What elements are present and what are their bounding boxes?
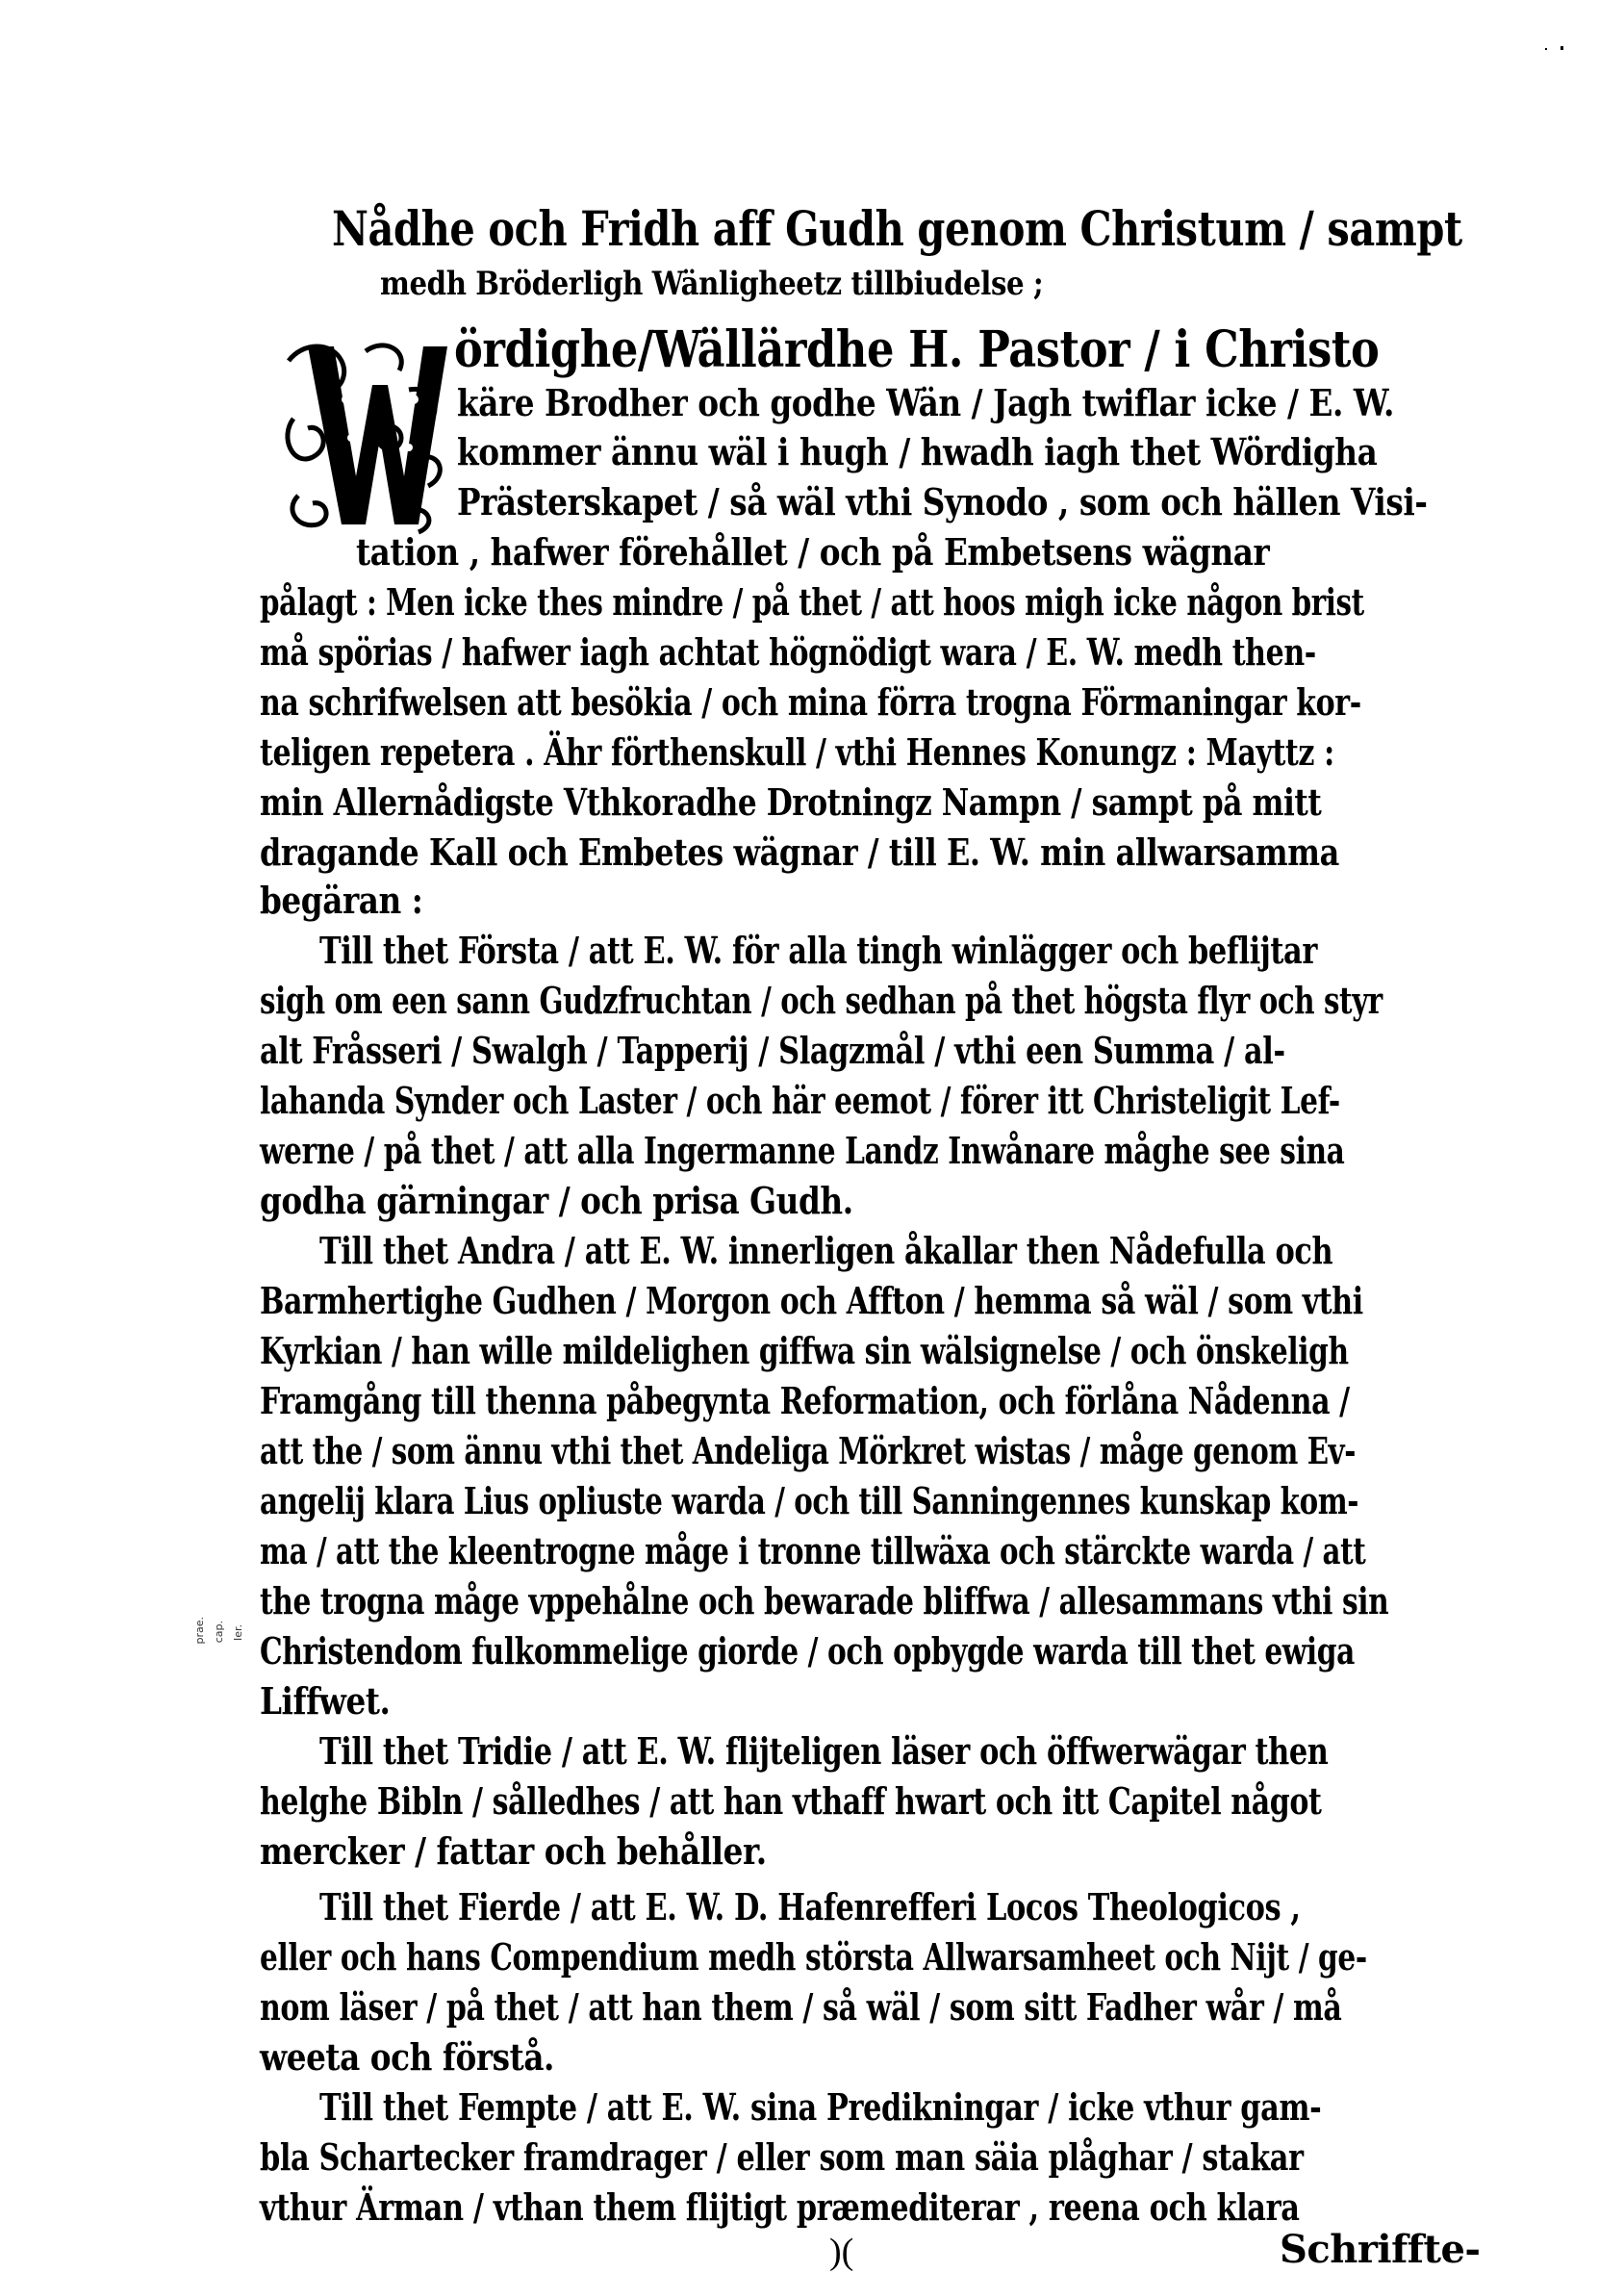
text-line: vthur Ärman / vthan them flijtigt præmediterar , reena och klara [260,2185,1300,2229]
text-line: Christendom fulkommelige giorde / och opbygde warda till thet ewiga [260,1629,1355,1673]
signature-mark: )( [829,2232,854,2272]
text-line: werne / på thet / att alla Ingermanne Landz Inwånare måghe see sina [260,1129,1345,1172]
text-line: helghe Bibln / sålledhes / att han vthaff hwart och itt Capitel något [260,1779,1322,1823]
text-line: na schrifwelsen att besökia / och mina förra trogna Förmaningar kor- [260,680,1361,724]
margin-note-text: prae. [193,1617,206,1645]
text-line: Prästerskapet / så wäl vthi Synodo , som och hällen Visi- [457,480,1428,524]
text-line: weeta och förstå. [260,2035,555,2079]
text-line: mercker / fattar och behåller. [260,1829,767,1873]
scan-speck [1545,48,1547,50]
text-line: angelij klara Lius opliuste warda / och till Sanningennes kunskap kom- [260,1479,1359,1522]
text-line: lahanda Synder och Laster / och här eemot / förer itt Christeligit Lef- [260,1079,1340,1122]
text-line: Till thet Fempte / att E. W. sina Predikningar / icke vthur gam- [319,2085,1322,2129]
text-line: alt Fråsseri / Swalgh / Tapperij / Slagzmål / vthi een Summa / al- [260,1029,1285,1072]
text-line: sigh om een sann Gudzfruchtan / och sedhan på thet högsta flyr och styr [260,979,1383,1022]
text-line: dragande Kall och Embetes wägnar / till E. W. min allwarsamma [260,830,1339,874]
text-line: Kyrkian / han wille mildelighen giffwa sin wälsignelse / och önskeligh [260,1329,1349,1372]
margin-note-text: Ier. [232,1624,244,1642]
text-line: Till thet Tridie / att E. W. flijteligen läser och öffwerwägar then [319,1729,1329,1773]
text-line: tation , hafwer förehållet / och på Embetsens wägnar [356,530,1270,574]
text-line: ördighe/Wällärdhe H. Pastor / i Christo [454,320,1380,379]
text-line: Framgång till thenna påbegynta Reformation, och förlåna Nådenna / [260,1379,1350,1422]
text-line: att the / som ännu vthi thet Andeliga Mörkret wistas / måge genom Ev- [260,1429,1357,1472]
heading-line-2: medh Bröderligh Wänligheetz tillbiudelse ; [380,265,1044,303]
text-line: Till thet Andra / att E. W. innerligen åkallar then Nådefulla och [319,1229,1333,1272]
text-line: min Allernådigste Vthkoradhe Drotningz Nampn / sampt på mitt [260,780,1322,824]
text-line: Till thet Första / att E. W. för alla tingh winlägger och beflijtar [319,929,1317,972]
text-line: kommer ännu wäl i hugh / hwadh iagh thet Wördigha [457,430,1378,473]
text-line: nom läser / på thet / att han them / så wäl / som sitt Fadher wår / må [260,1985,1342,2029]
text-line: Till thet Fierde / att E. W. D. Hafenrefferi Locos Theologicos , [319,1885,1301,1928]
text-line: godha gärningar / och prisa Gudh. [260,1179,853,1222]
text-line: pålagt : Men icke thes mindre / på thet / att hoos migh icke någon brist [260,580,1364,624]
text-line: Liffwet. [260,1679,391,1723]
text-line: the trogna måge vppehålne och bewarade bliffwa / allesammans vthi sin [260,1579,1389,1622]
scan-speck [1561,46,1563,50]
margin-annotation [188,1617,255,1684]
text-line: må spörias / hafwer iagh achtat högnödigt wara / E. W. medh then- [260,630,1316,674]
text-line: Barmhertighe Gudhen / Morgon och Affton / hemma så wäl / som vthi [260,1279,1363,1322]
text-line: ma / att the kleentrogne måge i tronne tillwäxa och stärckte warda / att [260,1529,1366,1572]
text-line: eller och hans Compendium medh största Allwarsamheet och Nijt / ge- [260,1935,1367,1979]
ornate-w-initial-icon [274,332,457,539]
heading-line-1: Nådhe och Fridh aff Gudh genom Christum / sampt [332,200,1462,257]
margin-note-text: cap. [213,1621,225,1644]
text-line: begäran : [260,879,423,922]
text-line: käre Brodher och godhe Wän / Jagh twiflar icke / E. W. [457,381,1394,424]
catchword: Schriffte- [1280,2227,1481,2272]
drop-cap-initial [274,332,457,539]
text-line: bla Schartecker framdrager / eller som man säia plåghar / stakar [260,2135,1304,2179]
text-line: teligen repetera . Ähr förthenskull / vthi Hennes Konungz : Mayttz : [260,730,1334,774]
